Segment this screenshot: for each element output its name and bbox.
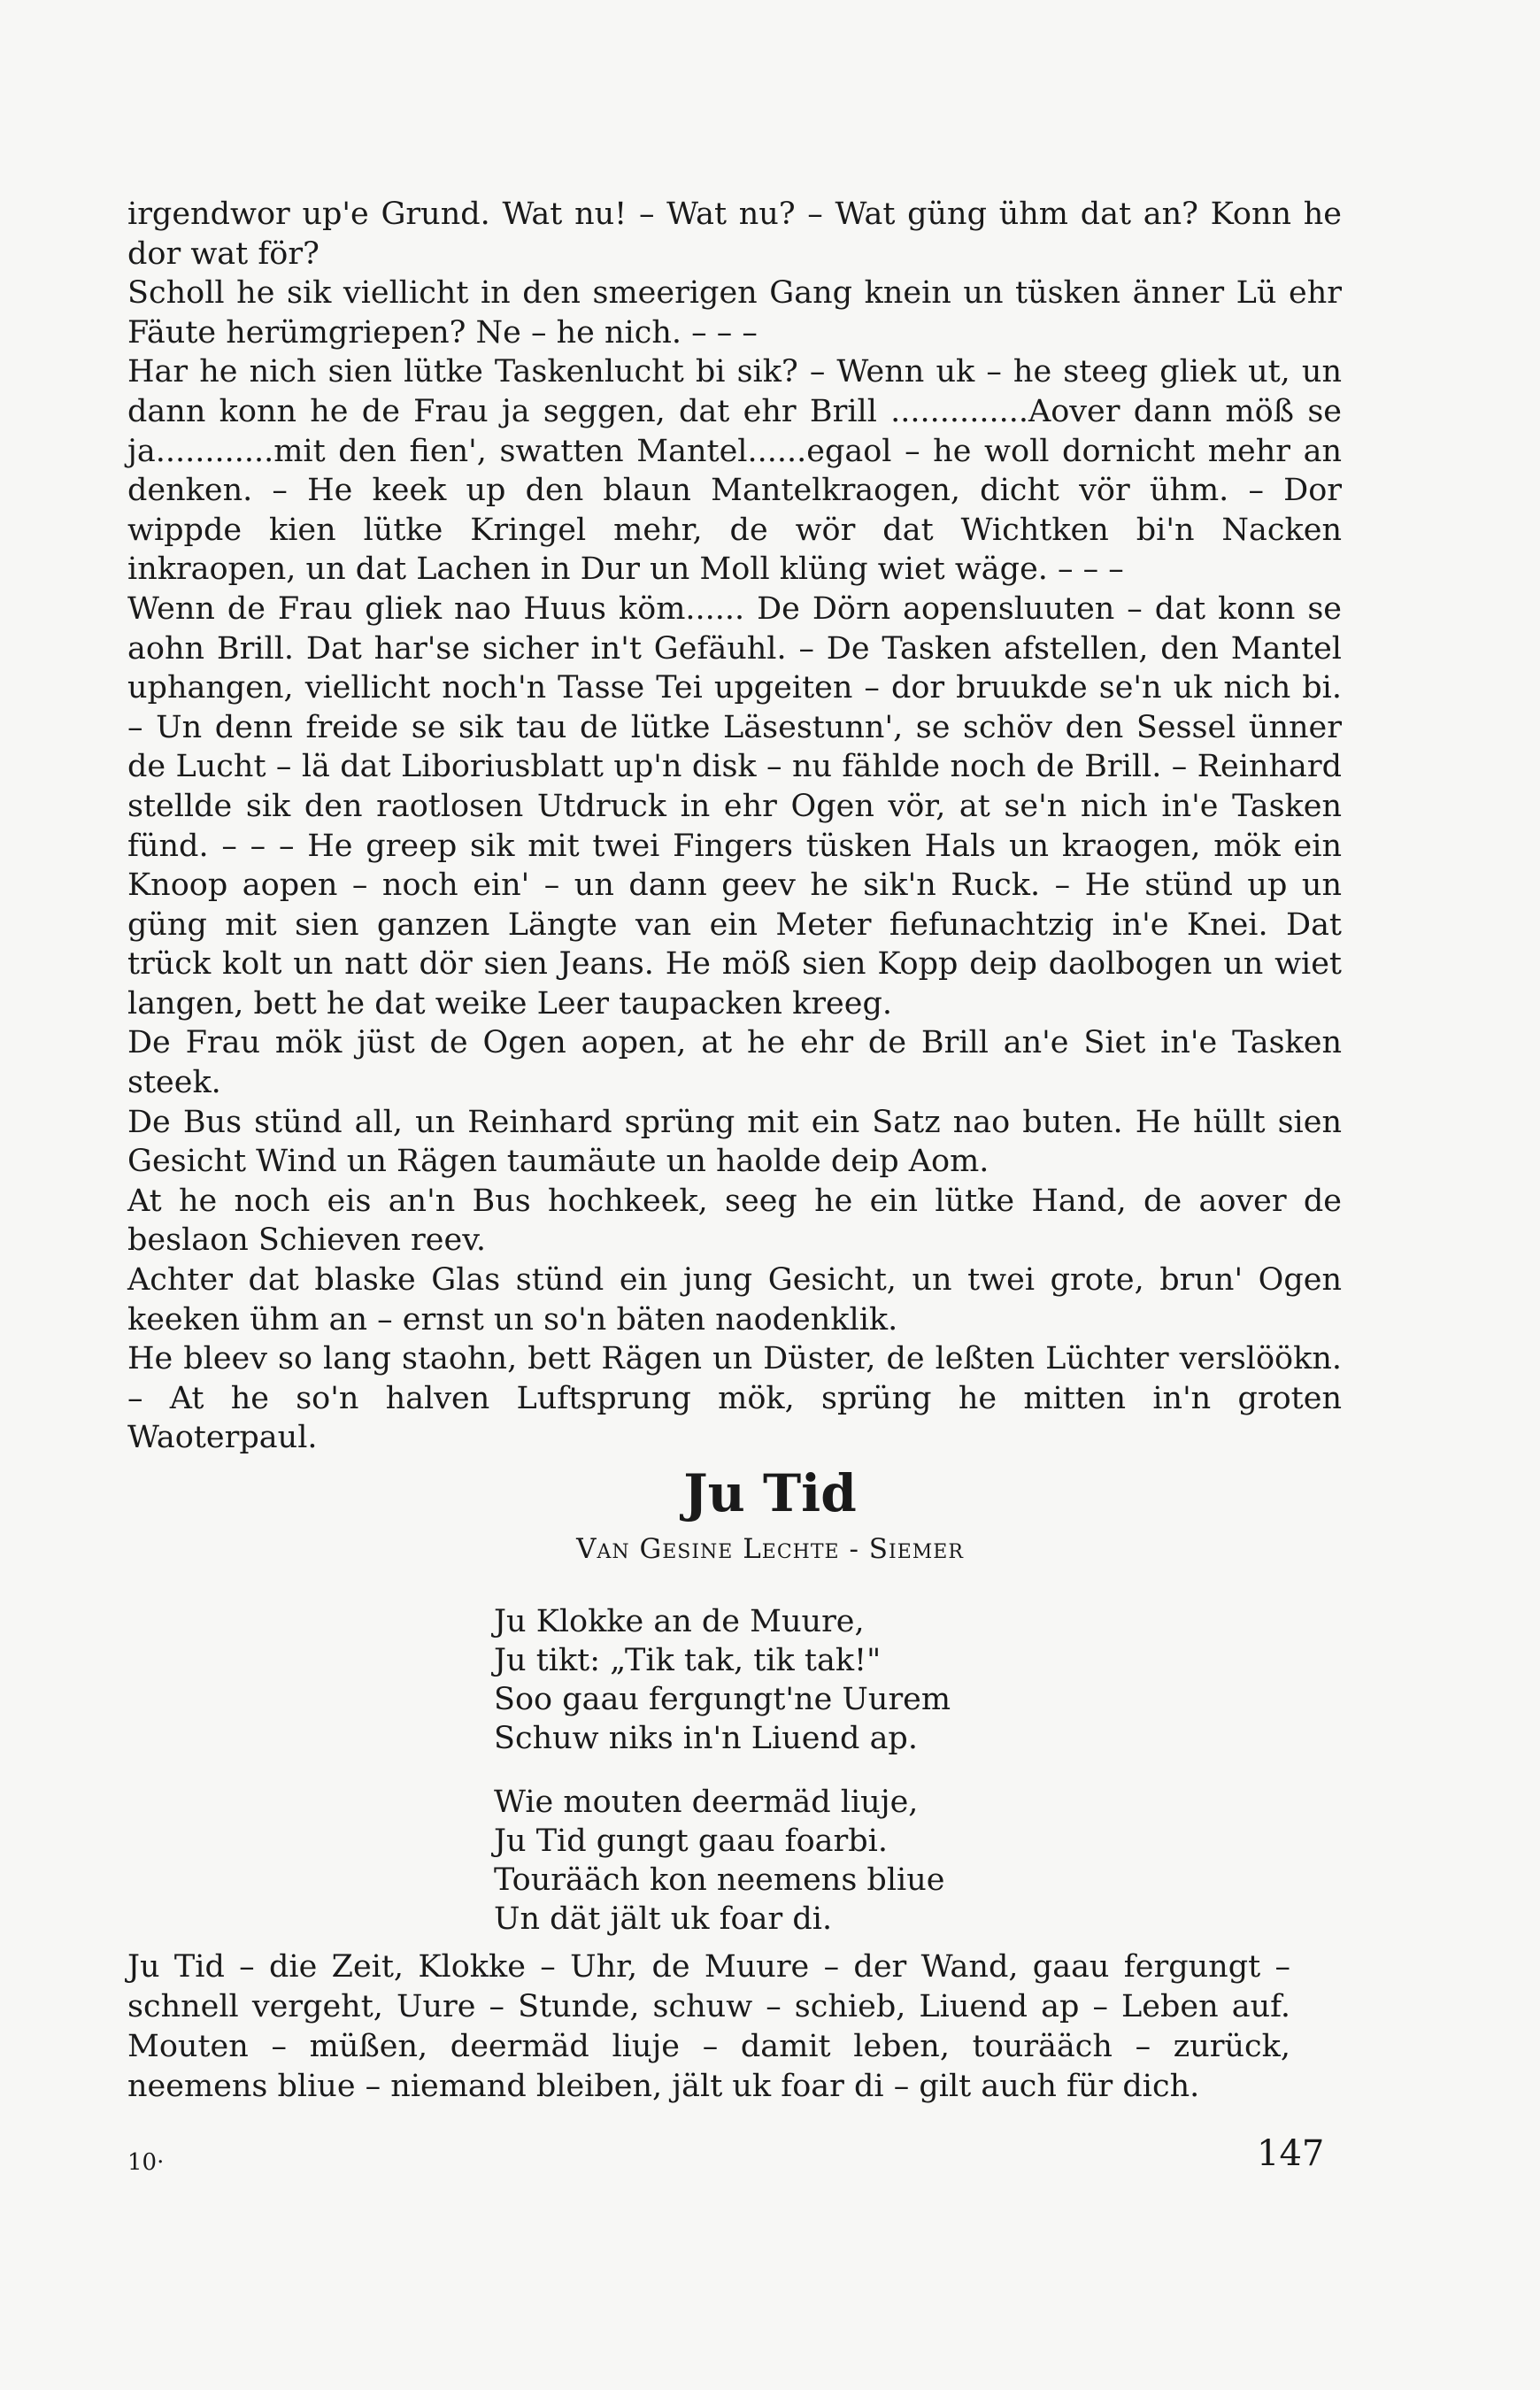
paragraph: Scholl he sik viellicht in den smeerigen Gang knein un tüsken änner Lü ehr Fäute herümgriepen? Ne – he nich. – – – — [127, 275, 1342, 351]
paragraph: De Bus stünd all, un Reinhard sprüng mit ein Satz nao buten. He hüllt sien Gesicht Wind un Rägen taumäute un haolde deip Aom. — [127, 1104, 1342, 1180]
paragraph: At he noch eis an'n Bus hochkeek, seeg he ein lütke Hand, de aover de beslaon Schieven reev. — [127, 1183, 1342, 1259]
poem-line: Schuw niks in'n Liuend ap. — [494, 1721, 918, 1756]
signature-mark: 10· — [127, 2149, 165, 2176]
poem-stanza — [494, 1783, 951, 1939]
glossary — [127, 1947, 1290, 2107]
poem-line: Un dät jält uk foar di. — [494, 1901, 833, 1937]
poem-line: Ju tikt: „Tik tak, tik tak!" — [494, 1643, 882, 1678]
paragraph: Har he nich sien lütke Taskenlucht bi sik? – Wenn uk – he steeg gliek ut, un dann konn he de Frau ja seggen, dat ehr Brill ..............Aover dann möß se ja............mit den fien', swatten Mantel......egaol – he woll dornicht mehr an denken. – He keek up den blaun Mantelkraogen, dicht vör ühm. – Dor wippde kien lütke Kringel mehr, de wör dat Wichtken bi'n Nacken inkraopen, un dat Lachen in Dur un Moll klüng wiet wäge. – – – — [127, 354, 1342, 588]
paragraph: He bleev so lang staohn, bett Rägen un Düster, de leßten Lüchter verslöökn. – At he so'n halven Luftsprung mök, sprüng he mitten in'n groten Waoterpaul. — [127, 1341, 1342, 1456]
paragraph: irgendwor up'e Grund. Wat nu! – Wat nu? – Wat güng ühm dat an? Konn he dor wat för? — [127, 197, 1342, 272]
paragraph: Achter dat blaske Glas stünd ein jung Gesicht, un twei grote, brun' Ogen keeken ühm an – ernst un so'n bäten naodenklik. — [127, 1262, 1342, 1338]
prose-text — [127, 195, 1342, 1458]
paragraph: De Frau mök jüst de Ogen aopen, at he ehr de Brill an'e Siet in'e Tasken steek. — [127, 1025, 1342, 1101]
poem-body — [494, 1602, 951, 1963]
poem-line: Ju Klokke an de Muure, — [494, 1604, 865, 1639]
paragraph: Wenn de Frau gliek nao Huus köm...... De Dörn aopensluuten – dat konn se aohn Brill. Dat har'se sicher in't Gefäuhl. – De Tasken afstellen, den Mantel uphangen, viellicht noch'n Tasse Tei upgeiten – dor bruukde se'n uk nich bi. – Un denn freide se sik tau de lütke Läsestunn', se schöv den Sessel ünner de Lucht – lä dat Liboriusblatt up'n disk – nu fählde noch de Brill. – Reinhard stellde sik den raotlosen Utdruck in ehr Ogen vör, at se'n nich in'e Tasken fünd. – – – He greep sik mit twei Fingers tüsken Hals un kraogen, mök ein Knoop aopen – noch ein' – un dann geev he sik'n Ruck. – He stünd up un güng mit sien ganzen Längte van ein Meter fiefunachtzig in'e Knei. Dat trück kolt un natt dör sien Jeans. He möß sien Kopp deip daolbogen un wiet langen, bett he dat weike Leer taupacken kreeg. — [127, 590, 1342, 1022]
poem-line: Wie mouten deermäd liuje, — [494, 1785, 919, 1820]
poem-author: Van Gesine Lechte - Siemer — [576, 1533, 964, 1565]
page-number: 147 — [1257, 2133, 1325, 2174]
poem-line: Tourääch kon neemens bliue — [494, 1862, 945, 1898]
poem-stanza — [494, 1602, 951, 1758]
poem-line: Soo gaau fergungt'ne Uurem — [494, 1682, 951, 1717]
glossary-text: Ju Tid – die Zeit, Klokke – Uhr, de Muure – der Wand, gaau fergungt – schnell vergeht, Uure – Stunde, schuw – schieb, Liuend ap – Leben auf. Mouten – müßen, deermäd liuje – damit leben, tourääch – zurück, neemens bliue – niemand bleiben, jält uk foar di – gilt auch für dich. — [127, 1949, 1290, 2104]
poem-title: Ju Tid — [683, 1463, 857, 1523]
poem-line: Ju Tid gungt gaau foarbi. — [494, 1823, 889, 1859]
